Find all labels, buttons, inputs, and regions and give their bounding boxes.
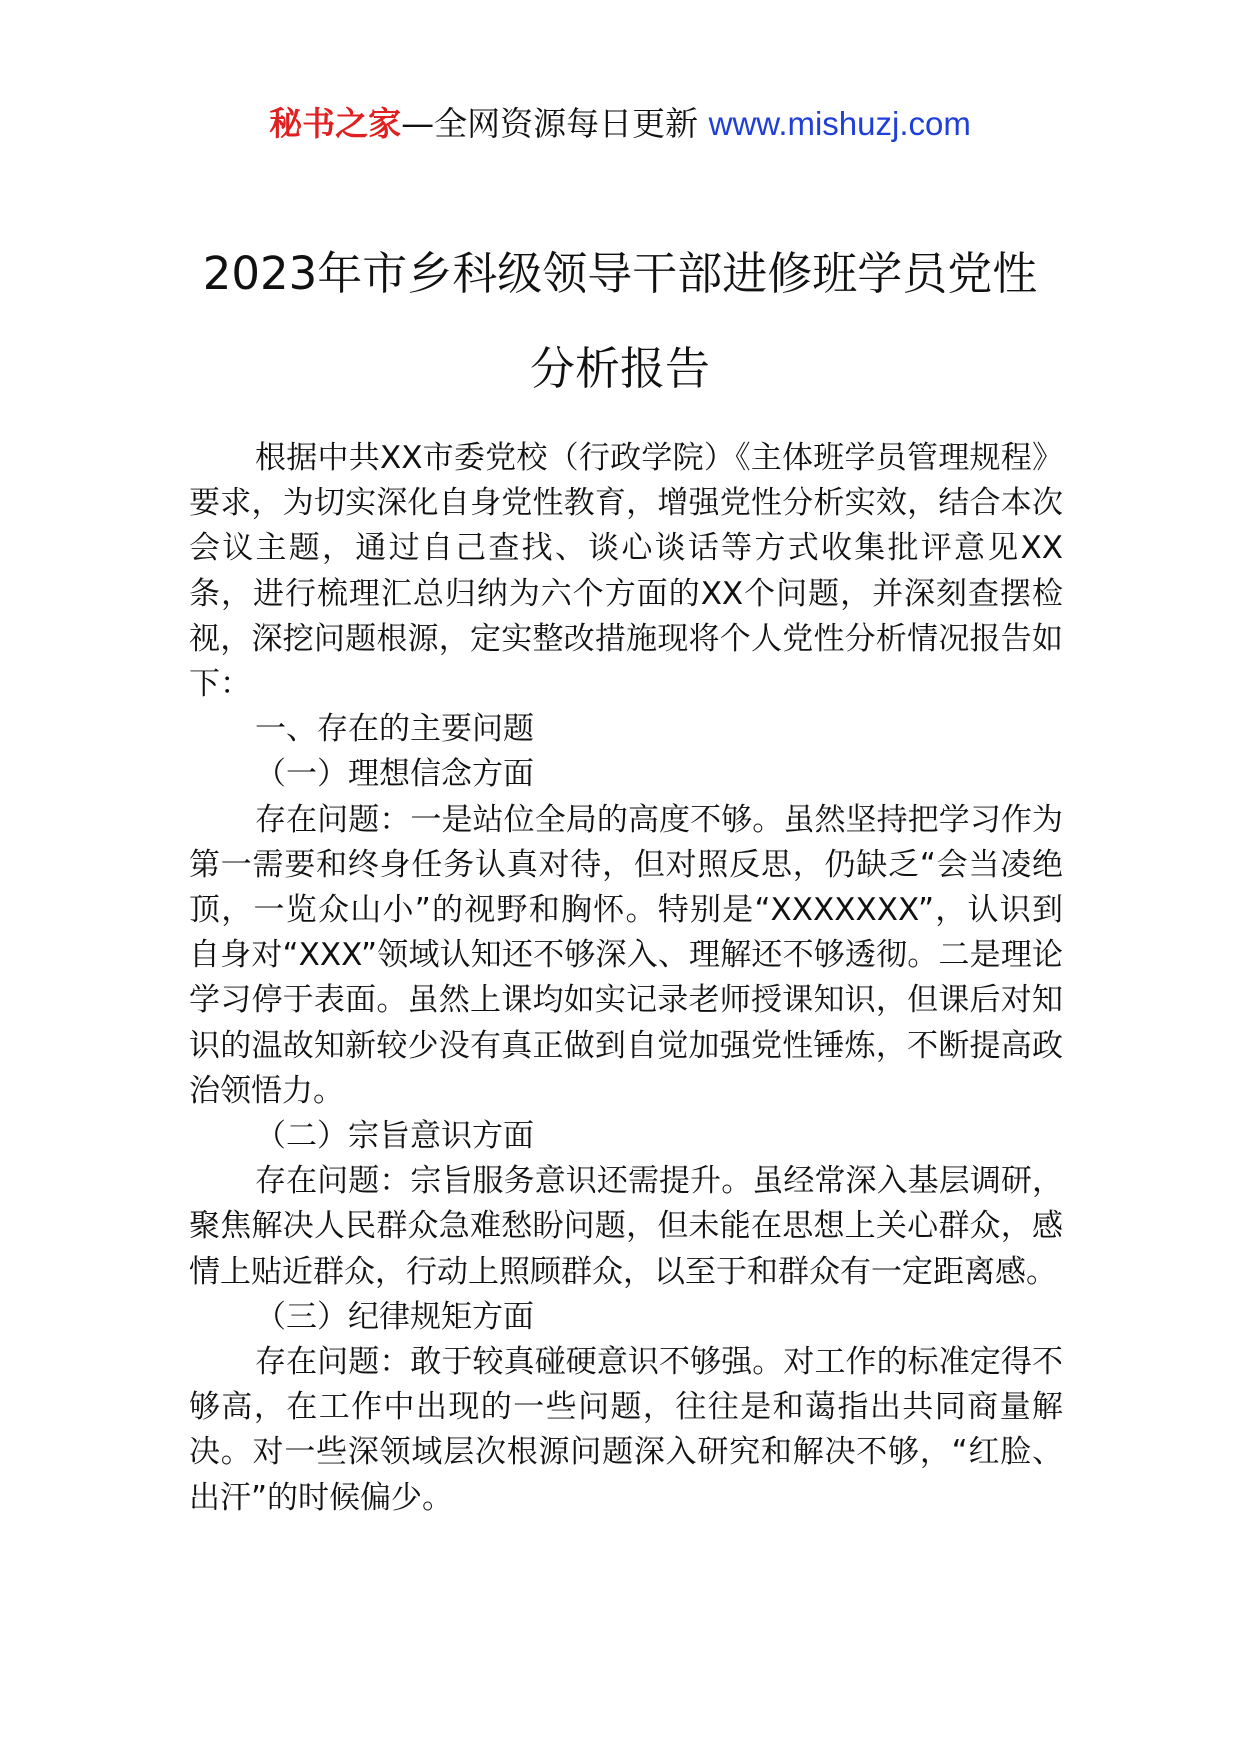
title-line-1: 2023年市乡科级领导干部进修班学员党性 — [202, 247, 1038, 300]
paragraph-discipline-problems: 存在问题：敢于较真碰硬意识不够强。对工作的标准定得不够高，在工作中出现的一些问题，往往是和蔼指出共同商量解决。对一些深领域层次根源问题深入研究和解决不够，“红脸、出汗”的时候偏少。 — [189, 1344, 1063, 1516]
section-heading-main-problems: 一、存在的主要问题 — [255, 711, 534, 748]
subsection-heading-purpose: （二）宗旨意识方面 — [255, 1118, 534, 1155]
subsection-heading-ideals: （一）理想信念方面 — [255, 756, 534, 793]
subsection-heading-discipline: （三）纪律规矩方面 — [255, 1298, 534, 1335]
title-line-2: 分析报告 — [529, 342, 710, 395]
site-url-link[interactable]: www.mishuzj.com — [708, 105, 971, 142]
paragraph-ideals-problems: 存在问题：一是站位全局的高度不够。虽然坚持把学习作为第一需要和终身任务认真对待，但对照反思，仍缺乏“会当凌绝顶，一览众山小”的视野和胸怀。特别是“XXXXXXX”，认识到自身对“XXX”领域认知还不够深入、理解还不够透彻。二是理论学习停于表面。虽然上课均如实记录老师授课知识，但课后对知识的温故知新较少没有真正做到自觉加强党性锤炼，不断提高政治领悟力。 — [189, 801, 1063, 1109]
paragraph-purpose-problems: 存在问题：宗旨服务意识还需提升。虽经常深入基层调研，聚焦解决人民群众急难愁盼问题，但未能在思想上关心群众，感情上贴近群众，行动上照顾群众，以至于和群众有一定距离感。 — [189, 1163, 1063, 1290]
intro-paragraph: 根据中共XX市委党校（行政学院）《主体班学员管理规程》要求，为切实深化自身党性教育，增强党性分析实效，结合本次会议主题，通过自己查找、谈心谈话等方式收集批评意见XX条，进行梳理汇总归纳为六个方面的XX个问题，并深刻查摆检视，深挖问题根源，定实整改措施现将个人党性分析情况报告如下： — [189, 440, 1063, 703]
brand-name: 秘书之家 — [269, 104, 402, 143]
document-body — [189, 436, 1063, 1521]
header-banner — [0, 96, 1240, 152]
banner-tagline: —全网资源每日更新 — [401, 104, 709, 143]
document-title — [160, 226, 1080, 416]
